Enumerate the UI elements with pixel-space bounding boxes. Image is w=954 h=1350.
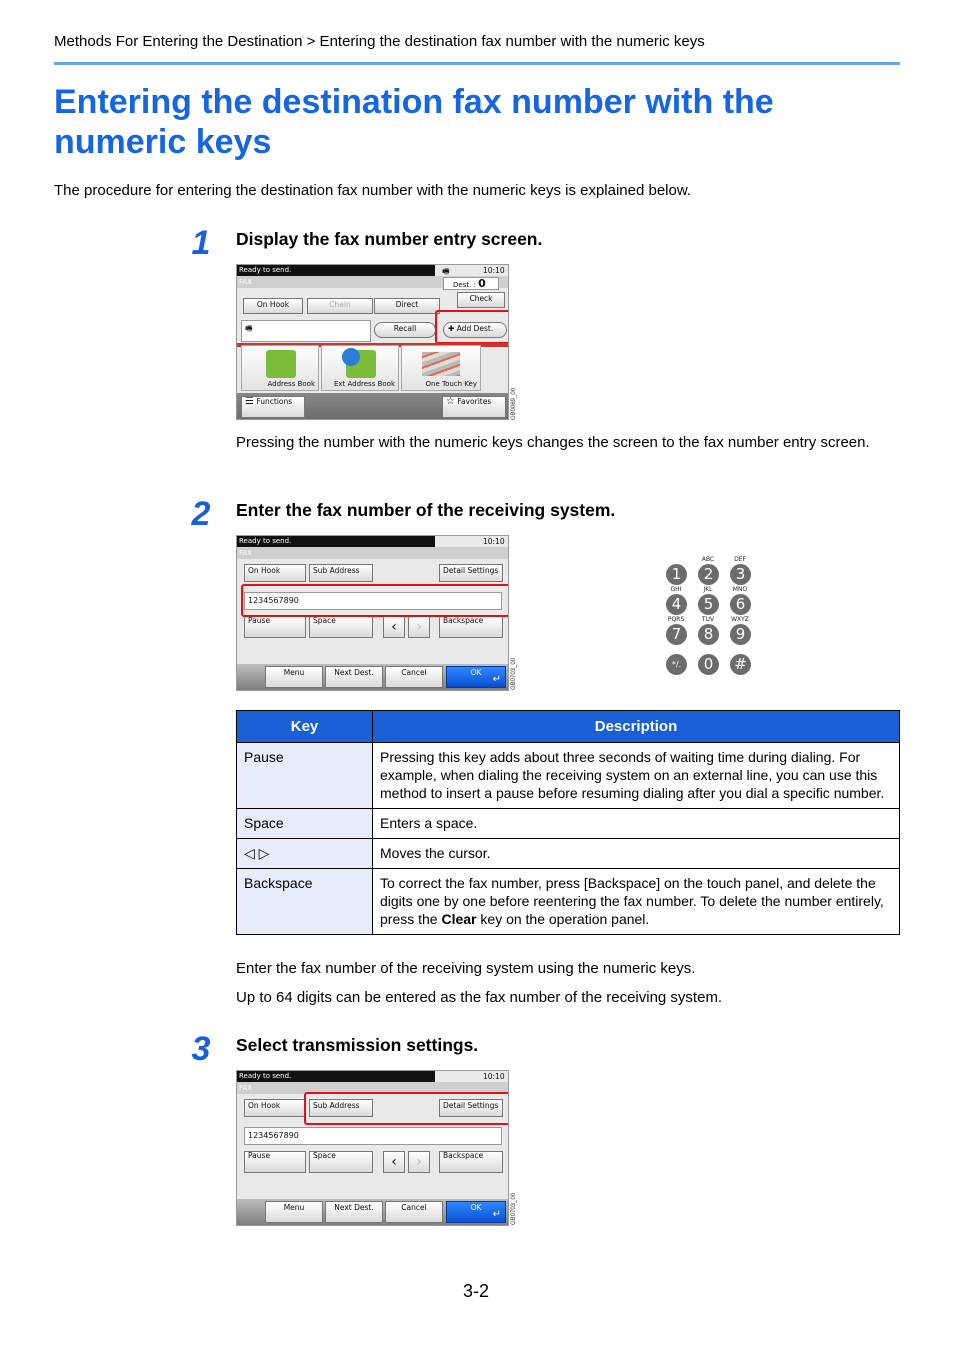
backspace-button[interactable]: Backspace (439, 1151, 503, 1173)
dest-counter: Dest. : 0 (443, 277, 499, 290)
fax-number-field[interactable]: 1234567890 (244, 1127, 502, 1145)
highlight-number-field (241, 584, 509, 617)
status-bar: Ready to send. (237, 265, 435, 276)
numeric-keypad (660, 552, 760, 682)
check-button[interactable]: Check (457, 292, 505, 308)
space-button[interactable]: Space (309, 1151, 373, 1173)
space-button[interactable]: Space (309, 616, 373, 638)
machine-icon: 🖷 (442, 267, 450, 276)
chain-button[interactable]: Chain (307, 298, 373, 314)
header-rule (54, 62, 900, 65)
key-letters: JKL (703, 586, 713, 593)
key-1[interactable]: 1 (666, 564, 687, 585)
pause-button[interactable]: Pause (244, 616, 306, 638)
ext-address-book-tile[interactable]: Ext Address Book (321, 345, 399, 391)
sub-address-button[interactable]: Sub Address (309, 564, 373, 582)
backspace-button[interactable]: Backspace (439, 616, 503, 638)
mode-bar: FAX (237, 1082, 508, 1094)
breadcrumb: Methods For Entering the Destination > Entering the destination fax number with the numeric keys (54, 33, 705, 50)
key-8[interactable]: 8 (698, 624, 719, 645)
next-dest-button[interactable]: Next Dest. (325, 666, 383, 688)
cursor-right-button[interactable]: › (408, 616, 430, 638)
favorites-button[interactable]: ☆ Favorites (442, 396, 506, 418)
enter-icon: ↵ (492, 1209, 501, 1220)
table-cell: Moves the cursor. (373, 839, 900, 869)
table-row (237, 743, 900, 809)
page-title: Entering the destination fax number with the numeric keys (54, 83, 774, 161)
recall-button[interactable]: Recall (374, 322, 436, 338)
clock: 10:10 (483, 266, 505, 275)
screen-3 (236, 1070, 509, 1226)
screen-2 (236, 535, 509, 691)
key-letters: GHI (670, 586, 682, 593)
table-cell: Enters a space. (373, 809, 900, 839)
status-bar: Ready to send. (237, 536, 435, 547)
key-5[interactable]: 5 (698, 594, 719, 615)
key-letters: MNO (732, 586, 748, 593)
mode-bar: FAX (237, 276, 508, 288)
fax-number-field[interactable] (241, 320, 371, 342)
step-3-title: Select transmission settings. (236, 1035, 479, 1055)
step-1-title: Display the fax number entry screen. (236, 229, 543, 249)
ok-button[interactable]: OK ↵ (446, 666, 506, 688)
key-2[interactable]: 2 (698, 564, 719, 585)
step-1-text: Pressing the number with the numeric keys changes the screen to the fax number entry screen. (236, 434, 870, 451)
table-header-row (237, 711, 900, 743)
table-cell: Space (237, 809, 373, 839)
address-book-tile[interactable]: Address Book (241, 345, 319, 391)
one-touch-key-tile[interactable]: One Touch Key (401, 345, 481, 391)
step-2-text-2: Up to 64 digits can be entered as the fax number of the receiving system. (236, 989, 723, 1006)
ext-address-book-icon (346, 350, 376, 378)
on-hook-button[interactable]: On Hook (243, 298, 303, 314)
star-icon: ☆ (446, 396, 455, 407)
image-code-1: GB0069_00 (511, 387, 517, 420)
detail-settings-button[interactable]: Detail Settings (439, 1099, 503, 1117)
on-hook-button[interactable]: On Hook (244, 1099, 306, 1117)
table-cell: To correct the fax number, press [Backspace] on the touch panel, and delete the digits one by one before reentering the fax number. To delete the number entirely, press the Clear key on the operation panel. (373, 869, 900, 935)
key-letters: DEF (734, 556, 746, 563)
page-number: 3-2 (463, 1281, 490, 1301)
on-hook-button[interactable]: On Hook (244, 564, 306, 582)
table-cell: ◁ ▷ (237, 839, 373, 869)
key-7[interactable]: 7 (666, 624, 687, 645)
step-2-text-1: Enter the fax number of the receiving system using the numeric keys. (236, 960, 696, 977)
table-header: Description (373, 711, 900, 743)
menu-button[interactable]: Menu (265, 666, 323, 688)
step-3-number: 3 (191, 1030, 211, 1068)
plus-icon: ✚ (448, 324, 455, 333)
intro-text: The procedure for entering the destination fax number with the numeric keys is explained below. (54, 182, 692, 199)
cursor-left-button[interactable]: ‹ (383, 1151, 405, 1173)
detail-settings-button[interactable]: Detail Settings (439, 564, 503, 582)
step-1-number: 1 (191, 224, 211, 262)
direct-button[interactable]: Direct (374, 298, 440, 314)
ok-button[interactable]: OK ↵ (446, 1201, 506, 1223)
add-dest-button[interactable]: ✚ Add Dest. (443, 322, 507, 338)
key-letters: PQRS (667, 616, 685, 623)
key-table (236, 710, 900, 935)
key-0[interactable]: 0 (698, 654, 719, 675)
clock: 10:10 (483, 537, 505, 546)
table-row (237, 839, 900, 869)
table-cell: Pressing this key adds about three seconds of waiting time during dialing. For example, when dialing the receiving system on an external line, you can use this method to insert a pause before resuming dialing after you dial a specific number. (373, 743, 900, 809)
highlight-settings (304, 1092, 509, 1125)
fax-icon: 🖷 (245, 324, 253, 333)
image-code-2: GB0703_00 (511, 657, 517, 690)
enter-icon: ↵ (492, 674, 501, 685)
key-star[interactable]: */. (666, 654, 687, 675)
next-dest-button[interactable]: Next Dest. (325, 1201, 383, 1223)
image-code-3: GB0703_00 (511, 1192, 517, 1225)
table-cell: Pause (237, 743, 373, 809)
table-row (237, 869, 900, 935)
mode-bar: FAX (237, 547, 508, 559)
fax-number-field[interactable]: 1234567890 (244, 592, 502, 610)
step-2-title: Enter the fax number of the receiving system. (236, 500, 616, 520)
cancel-button[interactable]: Cancel (385, 1201, 443, 1223)
key-letters: TUV (701, 616, 715, 623)
menu-button[interactable]: Menu (265, 1201, 323, 1223)
highlight-add-dest (435, 310, 509, 344)
key-hash[interactable]: # (730, 654, 751, 675)
functions-button[interactable]: ☰ Functions (241, 396, 305, 418)
key-6[interactable]: 6 (730, 594, 751, 615)
cursor-right-button[interactable]: › (408, 1151, 430, 1173)
cancel-button[interactable]: Cancel (385, 666, 443, 688)
table-header: Key (237, 711, 373, 743)
status-bar: Ready to send. (237, 1071, 435, 1082)
table-row (237, 809, 900, 839)
key-letters: WXYZ (731, 616, 749, 623)
cursor-left-button[interactable]: ‹ (383, 616, 405, 638)
key-4[interactable]: 4 (666, 594, 687, 615)
sub-address-button[interactable]: Sub Address (309, 1099, 373, 1117)
table-cell: Backspace (237, 869, 373, 935)
key-letters: ABC (701, 556, 715, 563)
key-9[interactable]: 9 (730, 624, 751, 645)
clock: 10:10 (483, 1072, 505, 1081)
one-touch-key-icon (422, 352, 460, 376)
key-3[interactable]: 3 (730, 564, 751, 585)
address-book-icon (266, 350, 296, 378)
step-2-number: 2 (191, 495, 211, 533)
list-icon: ☰ (245, 396, 254, 407)
pause-button[interactable]: Pause (244, 1151, 306, 1173)
screen-1 (236, 264, 509, 420)
